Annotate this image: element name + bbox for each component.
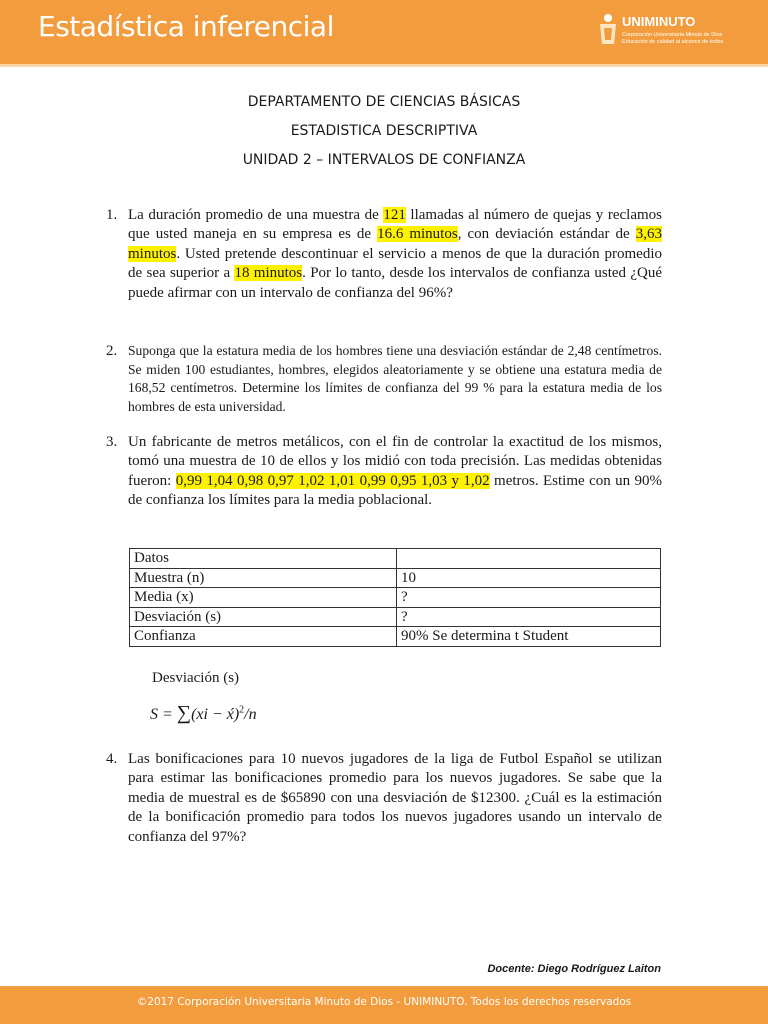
question-text: Las bonificaciones para 10 nuevos jugadores de la liga de Futbol Español se utilizan para estimar las bonificaciones promedio para los nuevos jugadores. Se sabe que la media de muestral es de $65890 con una desviación de $12300. ¿Cuál es la estimación de la bonificación promedio para todos los nuevos jugadores usando un intervalo de confianza del 97%? (128, 751, 662, 845)
teacher-name: Docente: Diego Rodríguez Laiton (487, 963, 661, 975)
highlight: 121 (383, 207, 406, 223)
uniminuto-logo (596, 12, 746, 52)
table-value-cell: ? (397, 607, 661, 627)
highlight: 3,63 minutos (128, 226, 662, 262)
table-label-cell: Desviación (s) (130, 607, 397, 627)
table-row (130, 568, 661, 588)
question-4 (106, 750, 662, 847)
footer-bar (0, 986, 768, 1024)
question-3 (106, 433, 662, 511)
header-bar (0, 0, 768, 64)
table-label-cell: Confianza (130, 627, 397, 647)
highlight: 0,99 1,04 0,98 0,97 1,02 1,01 0,99 0,95 1,03 y 1,02 (175, 472, 490, 489)
question-number: 2. (106, 343, 118, 359)
question-number: 1. (106, 207, 118, 223)
course-title: ESTADISTICA DESCRIPTIVA (290, 123, 478, 139)
footer-copyright: ©2017 Corporación Universitaria Minuto de Dios - UNIMINUTO. Todos los derechos reservados (136, 996, 632, 1008)
header-divider (0, 64, 768, 67)
question-1 (106, 206, 662, 303)
header-title: Estadística inferencial (38, 10, 334, 43)
table-value-cell: 90% Se determina t Student (397, 627, 661, 647)
table-value-cell: ? (397, 588, 661, 608)
question-2 (106, 342, 662, 416)
sigma-symbol: ∑ (176, 702, 192, 724)
logo-subtitle: Corporación Universitaria Minuto de Dios Educación de calidad al alcance de todos (622, 32, 724, 45)
table-row (130, 627, 661, 647)
table-row (130, 607, 661, 627)
table-label-cell: Media (x) (130, 588, 397, 608)
deviation-formula: S = ∑(xi − x́)$^2$/n (150, 702, 257, 724)
table-label-cell: Datos (130, 549, 397, 569)
department-title: DEPARTAMENTO DE CIENCIAS BÁSICAS (247, 94, 521, 110)
question-text: Un fabricante de metros metálicos, con el fin de controlar la exactitud de los mismos, tomó una muestra de 10 de ellos y los midió con toda precisión. Las medidas obtenidas fueron: 0,99 1,04 0,98 0,97 1,02 1,01 0,99 0,95 1,03 y 1,02 metros. Estime con un 90% de confianza los límites para la media poblacional. (128, 434, 663, 509)
highlight: 18 minutos (234, 265, 303, 282)
uniminuto-logo-icon (596, 12, 620, 46)
table-value-cell (397, 549, 661, 569)
data-table (129, 548, 661, 647)
question-number: 4. (106, 751, 118, 767)
document-titles (0, 90, 768, 177)
table-label-cell: Muestra (n) (130, 568, 397, 588)
table-row (130, 588, 661, 608)
question-text: Suponga que la estatura media de los hombres tiene una desviación estándar de 2,48 centímetros. Se miden 100 estudiantes, hombres, elegidos aleatoriamente y se obtiene una estatura media de 168,52 centímetros. Determine los límites de confianza del 99 % para la estatura media de los hombres de esta universidad. (128, 343, 662, 414)
table-value-cell: 10 (397, 568, 661, 588)
deviation-label: Desviación (s) (152, 670, 240, 686)
unit-title: UNIDAD 2 – INTERVALOS DE CONFIANZA (242, 152, 526, 168)
highlight: 16.6 minutos (377, 226, 458, 243)
logo-name: UNIMINUTO (622, 14, 696, 29)
question-number: 3. (106, 434, 118, 450)
question-text: La duración promedio de una muestra de 121 llamadas al número de quejas y reclamos que usted maneja en su empresa es de 16.6 minutos, con deviación estándar de 3,63 minutos. Usted pretende descontinuar el servicio a menos de que la duración promedio de sea superior a 18 minutos. Por lo tanto, desde los intervalos de confianza usted ¿Qué puede afirmar con un intervalo de confianza del 96%? (128, 207, 662, 301)
table-row (130, 549, 661, 569)
